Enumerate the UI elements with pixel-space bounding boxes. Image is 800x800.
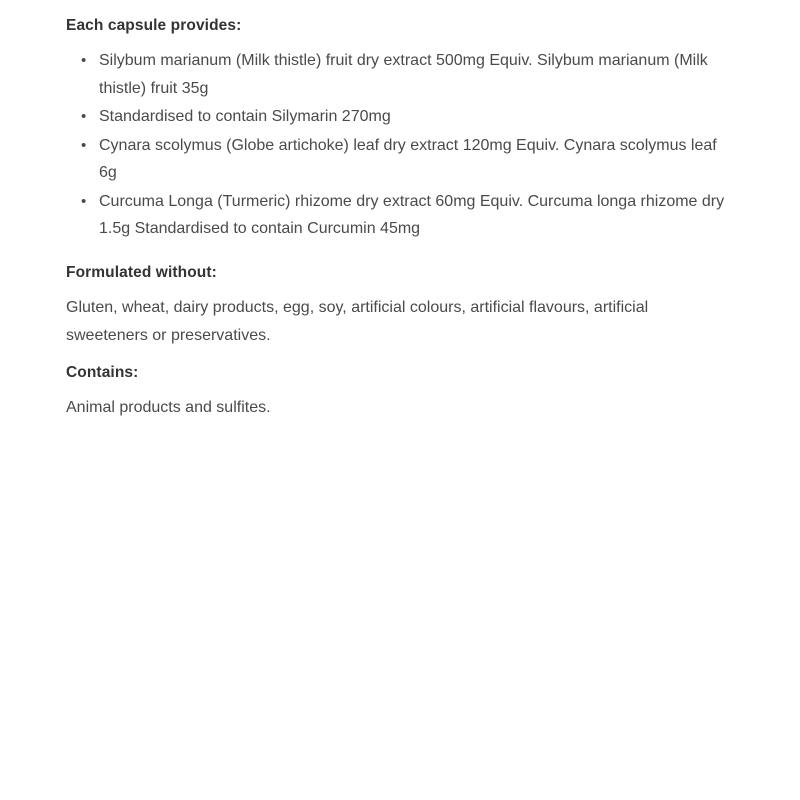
list-item: • Standardised to contain Silymarin 270mg — [66, 103, 730, 131]
section-contains — [66, 361, 730, 422]
section-heading-formulated-without: Formulated without: — [66, 263, 217, 281]
list-item: • Curcuma Longa (Turmeric) rhizome dry extract 60mg Equiv. Curcuma longa rhizome dry 1.5g Standardised to contain Curcumin 45mg — [66, 188, 730, 243]
contains-text: Animal products and sulfites. — [66, 399, 271, 417]
section-heading-contains: Contains: — [66, 364, 139, 381]
list-item: • Cynara scolymus (Globe artichoke) leaf dry extract 120mg Equiv. Cynara scolymus leaf 6g — [66, 132, 730, 187]
formulated-without-text: Gluten, wheat, dairy products, egg, soy, artificial colours, artificial flavours, artificial sweeteners or preservatives. — [66, 299, 649, 344]
list-item: • Silybum marianum (Milk thistle) fruit dry extract 500mg Equiv. Silybum marianum (Milk thistle) fruit 35g — [66, 47, 730, 102]
section-heading-each-capsule-provides: Each capsule provides: — [66, 17, 242, 34]
spacer — [66, 349, 730, 361]
spacer — [66, 244, 730, 261]
section-formulated-without — [66, 261, 730, 349]
section-each-capsule-provides — [66, 14, 730, 243]
ingredient-list — [66, 47, 730, 243]
